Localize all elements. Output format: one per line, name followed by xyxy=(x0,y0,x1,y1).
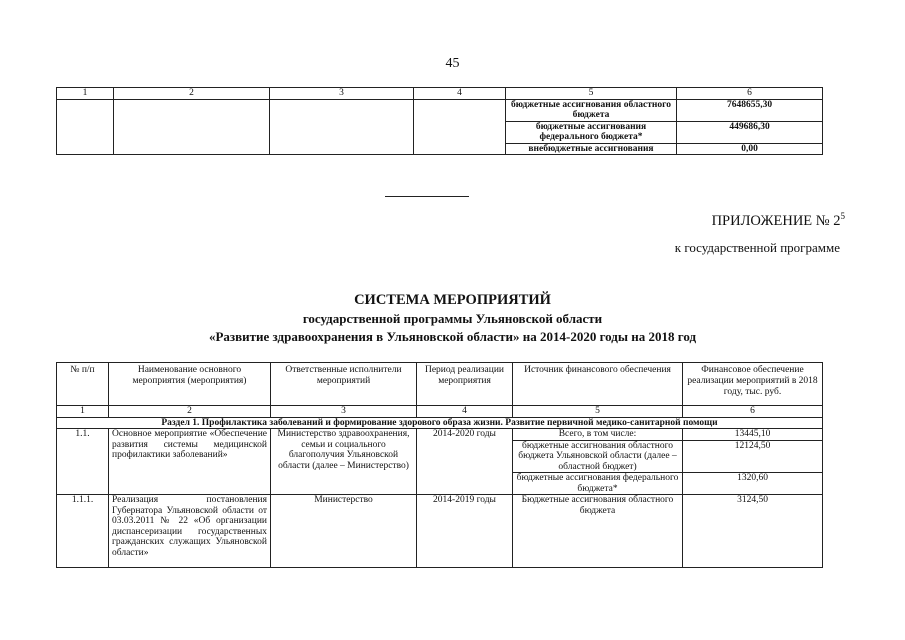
amount-cell: 1320,60 xyxy=(683,473,823,495)
table-row xyxy=(57,99,823,121)
header-cell: Наименование основного мероприятия (мероприятия) xyxy=(109,363,271,406)
header-cell: Период реализации мероприятия xyxy=(417,363,513,406)
row-number: 1.1.1. xyxy=(57,495,109,568)
col-number: 3 xyxy=(270,88,414,100)
row-number: 1.1. xyxy=(57,429,109,495)
appendix-subtitle: к государственной программе xyxy=(674,240,840,255)
col-number: 5 xyxy=(513,406,683,418)
amount-cell: 0,00 xyxy=(677,143,823,155)
col-number: 1 xyxy=(57,88,114,100)
col-number: 4 xyxy=(414,88,506,100)
amount-cell: 3124,50 xyxy=(683,495,823,568)
table-row xyxy=(57,417,823,429)
amount-cell: 449686,30 xyxy=(677,121,823,143)
source-cell: внебюджетные ассигнования xyxy=(506,143,677,155)
table-row xyxy=(57,429,823,441)
amount-cell: 13445,10 xyxy=(683,429,823,441)
source-cell: Бюджетные ассигнования областного бюджета xyxy=(513,495,683,568)
executor: Министерство xyxy=(271,495,417,568)
continuation-table xyxy=(56,87,823,155)
col-number: 6 xyxy=(677,88,823,100)
executor: Министерство здравоохранения, семьи и социального благополучия Ульяновской области (далее – Министерство) xyxy=(271,429,417,495)
source-cell: бюджетные ассигнования федерального бюджета* xyxy=(506,121,677,143)
document-subheading-program: «Развитие здравоохранения в Ульяновской области» на 2014-2020 годы на 2018 год xyxy=(208,329,697,344)
section-title: Раздел 1. Профилактика заболеваний и формирование здорового образа жизни. Развитие первичной медико-санитарной помощи xyxy=(57,417,823,429)
table-row xyxy=(57,406,823,418)
measures-table xyxy=(56,362,823,568)
header-cell: № п/п xyxy=(57,363,109,406)
empty-cell xyxy=(57,99,114,155)
appendix-title xyxy=(712,211,845,230)
col-number: 1 xyxy=(57,406,109,418)
col-number: 6 xyxy=(683,406,823,418)
period: 2014-2020 годы xyxy=(417,429,513,495)
table-row xyxy=(57,88,823,100)
measure-name: Реализация постановления Губернатора Ульяновской области от 03.03.2011 № 22 «Об организации диспансеризации государственных гражданских служащих Ульяновской области» xyxy=(109,495,271,568)
measure-name: Основное мероприятие «Обеспечение развития системы медицинской профилактики заболеваний» xyxy=(109,429,271,495)
amount-cell: 12124,50 xyxy=(683,440,823,473)
col-number: 4 xyxy=(417,406,513,418)
header-cell: Ответственные исполнители мероприятий xyxy=(271,363,417,406)
divider xyxy=(385,196,469,197)
document-heading: СИСТЕМА МЕРОПРИЯТИЙ xyxy=(354,292,551,308)
header-cell: Финансовое обеспечение реализации мероприятий в 2018 году, тыс. руб. xyxy=(683,363,823,406)
empty-cell xyxy=(270,99,414,155)
amount-cell: 7648655,30 xyxy=(677,99,823,121)
appendix-title-text: ПРИЛОЖЕНИЕ № 2 xyxy=(711,212,841,229)
source-cell: бюджетные ассигнования федерального бюджета* xyxy=(513,473,683,495)
source-cell: Всего, в том числе: xyxy=(513,429,683,441)
table-header-row xyxy=(57,363,823,406)
page-number: 45 xyxy=(445,56,460,71)
empty-cell xyxy=(414,99,506,155)
col-number: 2 xyxy=(109,406,271,418)
appendix-superscript: 5 xyxy=(840,211,845,221)
empty-cell xyxy=(114,99,270,155)
table-row xyxy=(57,495,823,568)
col-number: 2 xyxy=(114,88,270,100)
period: 2014-2019 годы xyxy=(417,495,513,568)
col-number: 5 xyxy=(506,88,677,100)
source-cell: бюджетные ассигнования областного бюджета Ульяновской области (далее – областной бюджет) xyxy=(513,440,683,473)
col-number: 3 xyxy=(271,406,417,418)
source-cell: бюджетные ассигнования областного бюджета xyxy=(506,99,677,121)
header-cell: Источник финансового обеспечения xyxy=(513,363,683,406)
document-subheading: государственной программы Ульяновской области xyxy=(302,311,603,326)
